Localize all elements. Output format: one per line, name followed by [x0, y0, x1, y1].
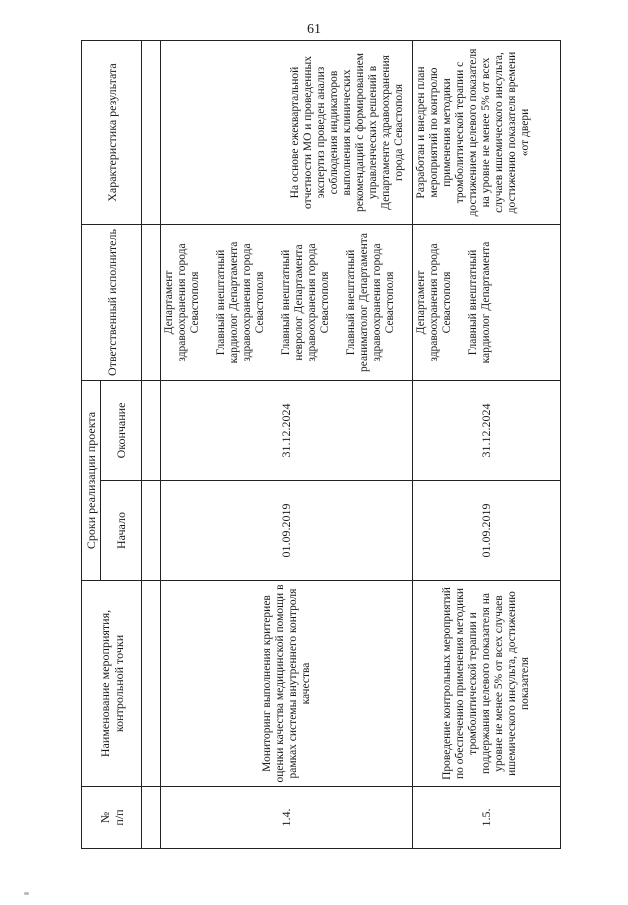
spacer-cell: [142, 41, 161, 225]
header-end: Окончание: [101, 381, 142, 481]
header-result: Характеристика результата: [82, 41, 142, 225]
table-header-row: [82, 41, 101, 849]
executor-item: Главный внештатный реаниматолог Департамента здравоохранения города Севастополя: [345, 233, 396, 372]
header-num: № п/п: [82, 787, 142, 849]
row-start-date: 01.09.2019: [161, 481, 413, 581]
table-row: [413, 41, 561, 849]
row-number: 1.4.: [161, 787, 413, 849]
header-executor: Ответственный исполнитель: [82, 225, 142, 381]
row-number: 1.5.: [413, 787, 561, 849]
scan-artifact: [24, 892, 29, 895]
table-row: [161, 41, 413, 849]
rotated-table-frame: [81, 41, 561, 849]
spacer-cell: [142, 381, 161, 481]
row-start-date: 01.09.2019: [413, 481, 561, 581]
row-end-date: 31.12.2024: [161, 381, 413, 481]
table-spacer-row: [142, 41, 161, 849]
header-timeline: Сроки реализации проекта: [82, 381, 101, 581]
row-result: Разработан и внедрен план мероприятий по контролю применения методики тромболитической терапии с достижением целевого показателя на уровне не менее 5% от всех случаев ишемического инсульта, достижению показателя времени «от двери: [413, 41, 561, 225]
page-number: 61: [307, 22, 321, 37]
spacer-cell: [142, 581, 161, 787]
header-start: Начало: [101, 481, 142, 581]
executor-item: Главный внештатный невролог Департамента здравоохранения города Севастополя: [280, 243, 331, 362]
executor-item: Главный внештатный кардиолог Департамента здравоохранения города Севастополя: [215, 241, 266, 364]
row-name: Проведение контрольных мероприятий по обеспечению применения методики тромболитической терапии и поддержания целевого показателя на уровне не менее 5% от всех случаев ишемического инсульта, достижению показателя: [413, 581, 561, 787]
spacer-cell: [142, 481, 161, 581]
row-name: Мониторинг выполнения критериев оценки качества медицинской помощи в рамках системы внутреннего контроля качества: [161, 581, 413, 787]
action-plan-table: [81, 40, 561, 849]
row-executors: [413, 225, 561, 381]
spacer-cell: [142, 225, 161, 381]
row-executors: [161, 225, 413, 381]
header-name: Наименование мероприятия, контрольной точки: [82, 581, 142, 787]
spacer-cell: [142, 787, 161, 849]
executor-item: Главный внештатный кардиолог Департамента: [467, 241, 492, 364]
executor-item: Департамент здравоохранения города Севастополя: [163, 243, 201, 362]
executor-item: Департамент здравоохранения города Севастополя: [415, 243, 453, 362]
row-result: На основе ежеквартальной отчетности МО и проведенных экспертиз проведен анализ соблюдения индикаторов выполнения клинических рекомендаций с формированием управленческих решений в Департаменте здравоохранения города Севастополя: [161, 41, 413, 225]
row-end-date: 31.12.2024: [413, 381, 561, 481]
